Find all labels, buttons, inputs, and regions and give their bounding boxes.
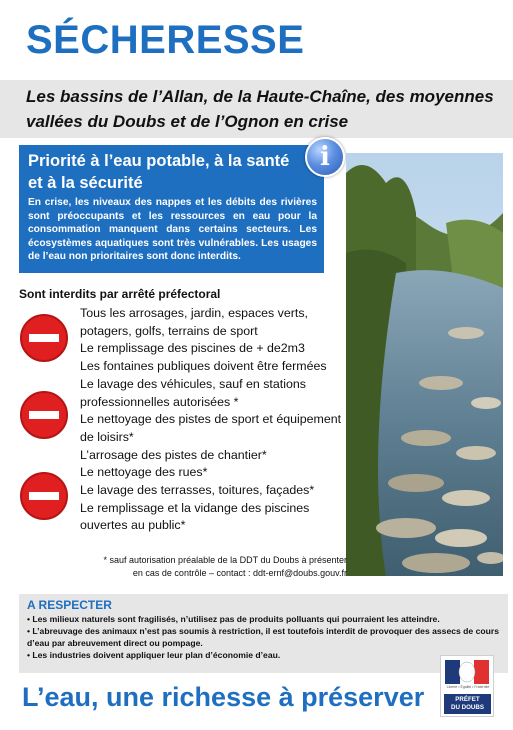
forbidden-item: Tous les arrosages, jardin, espaces verts, potagers, golfs, terrains de sport xyxy=(80,306,308,338)
forbidden-item: Le remplissage et la vidange des piscines ouvertes au public* xyxy=(80,500,310,533)
prefet-label xyxy=(444,694,491,714)
respect-item: • L’abreuvage des animaux n’est pas soumis à restriction, il est toutefois interdit de provoquer des assecs de cours d’eau par abreuvement direct ou pompage. xyxy=(27,626,499,648)
respect-title: A RESPECTER xyxy=(27,598,112,612)
forbidden-item: L’arrosage des pistes de chantier* xyxy=(80,447,267,462)
forbidden-item: Le lavage des terrasses, toitures, façades* xyxy=(80,483,315,498)
priority-heading: Priorité à l’eau potable, à la santé et à la sécurité xyxy=(28,152,290,192)
forbidden-item: Le nettoyage des rues* xyxy=(80,465,208,480)
prefet-label-line: PRÉFET xyxy=(455,696,480,703)
page-title: SÉCHERESSE xyxy=(26,18,305,62)
river-photo-illustration xyxy=(346,153,503,576)
forbidden-item: Le nettoyage des pistes de sport et équipement de loisirs* xyxy=(80,412,342,444)
forbidden-item: Les fontaines publiques doivent être fermées xyxy=(80,359,327,374)
respect-item: • Les milieux naturels sont fragilisés, n’utilisez pas de produits polluants qui pourraient les atteindre. xyxy=(27,614,440,624)
priority-body: En crise, les niveaux des nappes et les débits des rivières sont préoccupants et les ressources en eau pour la consommation manquent dans certains secteurs. Les écosystèmes aquatiques sont très vulnérables. Les usages de l’eau non prioritaires sont donc interdits. xyxy=(28,197,317,262)
footnote xyxy=(62,554,347,580)
info-icon: i xyxy=(305,137,345,177)
no-entry-icon xyxy=(20,472,68,520)
respect-item: • Les industries doivent appliquer leur plan d’économie d’eau. xyxy=(27,650,281,660)
river-photo xyxy=(346,153,503,576)
prefet-label-line: DU DOUBS xyxy=(450,704,484,711)
subtitle-banner: Les bassins de l’Allan, de la Haute-Chaîne, des moyennes vallées du Doubs et de l’Ognon en crise xyxy=(0,80,513,138)
forbidden-item: Le remplissage des piscines de + de2m3 xyxy=(80,341,305,356)
slogan: L’eau, une richesse à préserver xyxy=(22,682,425,712)
prefet-logo xyxy=(440,655,494,717)
footnote-line: en cas de contrôle – contact : ddt-ernf@doubs.gouv.fr xyxy=(132,568,347,578)
footnote-line: * sauf autorisation préalable de la DDT du Doubs à présenter xyxy=(103,555,347,565)
respect-panel xyxy=(19,594,508,673)
no-entry-icon xyxy=(20,314,68,362)
marianne-flag-icon xyxy=(445,660,489,684)
forbidden-item: Le lavage des véhicules, sauf en stations professionnelles autorisées * xyxy=(80,376,306,409)
priority-box xyxy=(19,145,324,273)
forbidden-title: Sont interdits par arrêté préfectoral xyxy=(19,287,221,301)
forbidden-list xyxy=(80,305,342,535)
no-entry-icon xyxy=(20,391,68,439)
prefet-motto: Liberté • Égalité • Fraternité xyxy=(446,685,490,689)
